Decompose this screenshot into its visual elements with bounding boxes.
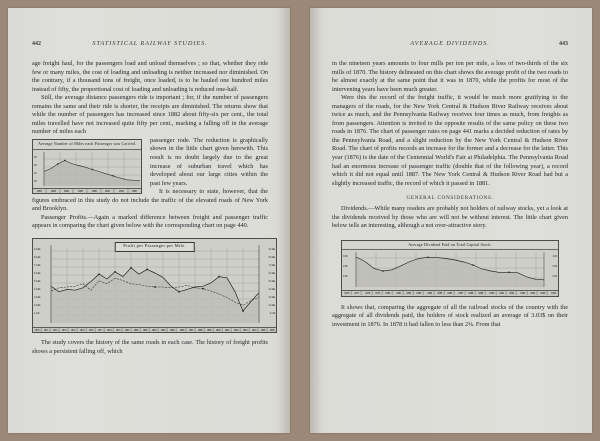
right-page bbox=[310, 8, 592, 433]
y-tick-label: 6 mills bbox=[34, 271, 41, 275]
x-tick-label: 1896 bbox=[269, 328, 275, 332]
y-tick-label: 22 bbox=[34, 171, 37, 175]
y-tick-label: 8 mills bbox=[268, 255, 275, 259]
x-tick-label: 1880 bbox=[124, 328, 132, 332]
y-tick-label: 2 mills bbox=[34, 303, 41, 307]
chart-average-dividend bbox=[341, 240, 559, 297]
x-tick-label: 1871 bbox=[42, 328, 50, 332]
x-tick-label: 1896 bbox=[550, 292, 556, 295]
chart-miles-per-passenger bbox=[32, 139, 142, 194]
chart-plot-area bbox=[33, 150, 141, 188]
x-tick-label: 1876 bbox=[88, 328, 96, 332]
left-page bbox=[8, 8, 290, 433]
x-tick-label: 1887 bbox=[456, 292, 466, 296]
x-tick-label: 1889 bbox=[205, 328, 213, 332]
y-tick-label: 5 mills bbox=[34, 279, 41, 283]
x-tick-label: 1879 bbox=[115, 328, 123, 332]
paragraph: in the nineteen years amounts to four mills per ton per mile, a loss of two-thirds of the six mills of 1870. The history delineated on this chart shows the average profit of the two roads to be almost exactly at the same point that it was in 1870, while the profits for most of the intervening years have been much greater. bbox=[332, 60, 568, 93]
y-tick-label: 5 mills bbox=[268, 279, 275, 283]
x-tick-label: 1888 bbox=[196, 328, 204, 332]
x-tick-label: 1882 bbox=[404, 292, 414, 296]
gutter-shadow-left bbox=[276, 8, 290, 433]
chart-title: Average Dividend Paid on Total Capital Stock. bbox=[342, 241, 558, 251]
x-tick-label: 1891 bbox=[497, 292, 507, 296]
x-tick-label: 1878 bbox=[363, 292, 373, 296]
right-folio: 443 bbox=[559, 41, 568, 47]
x-tick-label: 1887 bbox=[187, 328, 195, 332]
x-tick-label: 1875 bbox=[79, 328, 87, 332]
right-running-head bbox=[332, 40, 568, 49]
y-tick-label: 2.00 bbox=[343, 275, 348, 279]
x-tick-label: 1877 bbox=[353, 292, 363, 296]
x-tick-label: 1893 bbox=[518, 292, 528, 296]
figure-average-dividend bbox=[341, 240, 559, 297]
x-tick-label: 1886 bbox=[178, 328, 186, 332]
left-folio: 442 bbox=[32, 41, 41, 47]
y-tick-label: 1 mill bbox=[269, 311, 275, 315]
y-tick-label: 4 mills bbox=[268, 287, 275, 291]
chart-profit-per-passenger bbox=[32, 238, 277, 333]
x-tick-label: 1884 bbox=[425, 292, 435, 296]
y-tick-label: 2.50 bbox=[552, 265, 557, 269]
y-tick-label: 2.50 bbox=[343, 265, 348, 269]
paragraph: It shows that, comparing the aggregate of all the railroad stocks of the country with the aggregate of all dividends paid, the holders of stock realized an average of 3.03$ on their investment in 1876. In 1878 it had fallen to less than 2⅜. From that bbox=[332, 303, 568, 328]
x-tick-label: 1875 bbox=[342, 292, 352, 296]
x-tick-label: 1890 bbox=[88, 189, 101, 193]
x-tick-label: 1893 bbox=[241, 328, 249, 332]
x-tick-label: 1892 bbox=[102, 189, 115, 193]
chart-svg-miles bbox=[33, 150, 141, 188]
paragraph: It is necessary to state, however, that the figures embraced in this study do not include the traffic of the elevated roads of New York and Brooklyn. bbox=[32, 188, 268, 213]
chart-title: Profit per Passenger per Mile. bbox=[114, 242, 194, 252]
y-tick-label: 2.00 bbox=[552, 275, 557, 279]
paragraph: The study covers the history of the same roads in each case. The history of freight profits shows a persistent falling off, which bbox=[32, 339, 268, 355]
x-tick-label: 1891 bbox=[223, 328, 231, 332]
paragraph: Were this the record of the freight traffic, it would be much more gratifying to the managers of the roads, for the New York Central & Hudson River Railway receives about twice as much, and the Pennsylvania Railway receives four times as much, from freights as from passengers. Attention is invited to the opposite results of the same policy on these two roads in 1876. The chart of passenger rates on page 441 marks a decided reduction of rates by the Pennsylvania Road, and a slight reduction by the New York Central & Hudson River Road. The chart of profits records an increase for the former and a decrease for the latter. This year (1876) is the date of the Centennial World's Fair at Philadelphia. The Pennsylvania Road had an enormous increase of passenger traffic (double that of the following year), a record which it did not equal until 1887. The New York Central & Hudson River Road had but a slightly increased traffic, the record of which it passed in 1881. bbox=[332, 94, 568, 187]
x-tick-label: 1884 bbox=[47, 189, 60, 193]
x-tick-label: 1884 bbox=[160, 328, 168, 332]
section-heading: GENERAL CONSIDERATIONS. bbox=[406, 195, 494, 202]
paragraph-dividends: Dividends.—While many readers are probably not holders of railway stocks, yet a look at the dividends received by those who are will not be without interest. The little chart given below tells an interesting, although a not over-attractive story. bbox=[332, 205, 568, 230]
y-tick-label: 9 mills bbox=[34, 247, 41, 251]
y-tick-label: 4 mills bbox=[34, 287, 41, 291]
y-tick-label: 7 mills bbox=[268, 263, 275, 267]
x-tick-label: 1894 bbox=[115, 189, 128, 193]
y-tick-label: 18 bbox=[34, 179, 37, 183]
x-tick-label: 1888 bbox=[74, 189, 87, 193]
x-tick-label: 1889 bbox=[477, 292, 487, 296]
left-page-content bbox=[32, 40, 275, 356]
x-tick-label: 1886 bbox=[61, 189, 74, 193]
chart-x-axis bbox=[342, 290, 558, 295]
x-tick-label: 1879 bbox=[373, 292, 383, 296]
x-tick-label: 1880 bbox=[384, 292, 394, 296]
x-tick-label: 1894 bbox=[250, 328, 258, 332]
y-tick-label: 3.00 bbox=[552, 255, 557, 259]
x-tick-label: 1878 bbox=[106, 328, 114, 332]
x-tick-label: 1885 bbox=[435, 292, 445, 296]
paragraph-passenger-profits: Passenger Profits.—Again a marked difference between freight and passenger traffic appears in comparing the chart given below with the corresponding chart on page 440. bbox=[32, 213, 268, 230]
y-tick-label: 30 bbox=[34, 155, 37, 159]
x-tick-label: 1888 bbox=[466, 292, 476, 296]
x-tick-label: 1895 bbox=[259, 328, 267, 332]
left-running-head bbox=[32, 40, 268, 49]
y-tick-label: 8 mills bbox=[34, 255, 41, 259]
x-tick-label: 1892 bbox=[232, 328, 240, 332]
x-tick-label: 1874 bbox=[69, 328, 77, 332]
x-tick-label: 1881 bbox=[394, 292, 404, 296]
x-tick-label: 1882 bbox=[34, 189, 47, 193]
paragraph: Still, the average distance passengers ride is important ; for, if the number of passengers remains the same and their ride is shorter, the receipts are diminished. The returns show that while the number of passengers has increased since 1882 about fifty-six per cent., the total miles travelled have not increased quite fifty per cent., marking a falling off in the average number of miles each bbox=[32, 94, 268, 136]
x-tick-label: 1896 bbox=[132, 189, 138, 192]
chart-title: Average Number of Miles each Passenger was Carried. bbox=[33, 140, 141, 150]
y-tick-label: 3.00 bbox=[343, 255, 348, 259]
x-tick-label: 1872 bbox=[51, 328, 59, 332]
paragraph: passenger rode. The reduction is graphically shown in the little chart given herewith. This result is no doubt largely due to the great increase of suburban travel which has developed about our large cities within the past few years. bbox=[150, 136, 268, 187]
y-tick-label: 9 mills bbox=[268, 247, 275, 251]
x-tick-label: 1873 bbox=[60, 328, 68, 332]
y-tick-label: 1 mill bbox=[34, 311, 40, 315]
chart-plot-area bbox=[342, 250, 558, 290]
x-tick-label: 1895 bbox=[539, 292, 549, 296]
x-tick-label: 1894 bbox=[528, 292, 538, 296]
figure-miles-per-passenger bbox=[32, 139, 142, 194]
y-tick-label: 7 mills bbox=[34, 263, 41, 267]
gutter-shadow-right bbox=[310, 8, 324, 433]
x-tick-label: 1892 bbox=[508, 292, 518, 296]
chart-x-axis bbox=[33, 327, 276, 332]
x-tick-label: 1881 bbox=[133, 328, 141, 332]
right-page-content bbox=[332, 40, 568, 329]
x-tick-label: 1882 bbox=[142, 328, 150, 332]
x-tick-label: 1883 bbox=[151, 328, 159, 332]
y-tick-label: 6 mills bbox=[268, 271, 275, 275]
y-tick-label: 3 mills bbox=[34, 295, 41, 299]
x-tick-label: 1890 bbox=[487, 292, 497, 296]
x-tick-label: 1877 bbox=[97, 328, 105, 332]
x-tick-label: 1870 bbox=[33, 328, 41, 332]
x-tick-label: 1883 bbox=[415, 292, 425, 296]
chart-plot-area bbox=[33, 239, 276, 327]
x-tick-label: 1890 bbox=[214, 328, 222, 332]
y-tick-label: 2 mills bbox=[268, 303, 275, 307]
y-tick-label: 26 bbox=[34, 163, 37, 167]
chart-svg-profit bbox=[33, 239, 276, 327]
paragraph: age freight haul, for the passengers load and unload themselves ; so that, whether they ride few or many miles, the cost of loading and unloading is neither increased nor diminished. On the contrary, if a thousand tons of freight, once loaded, is to be hauled one hundred miles instead of fifty, the proportional cost of loading and unloading is reduced one-half. bbox=[32, 60, 268, 93]
chart-svg-dividend bbox=[342, 250, 558, 290]
right-running-title: AVERAGE DIVIDENDS. bbox=[410, 40, 490, 47]
chart-x-axis bbox=[33, 188, 141, 193]
figure-profit-per-passenger bbox=[32, 238, 277, 333]
x-tick-label: 1885 bbox=[169, 328, 177, 332]
y-tick-label: 3 mills bbox=[268, 295, 275, 299]
x-tick-label: 1886 bbox=[446, 292, 456, 296]
left-running-title: STATISTICAL RAILWAY STUDIES. bbox=[92, 40, 208, 47]
